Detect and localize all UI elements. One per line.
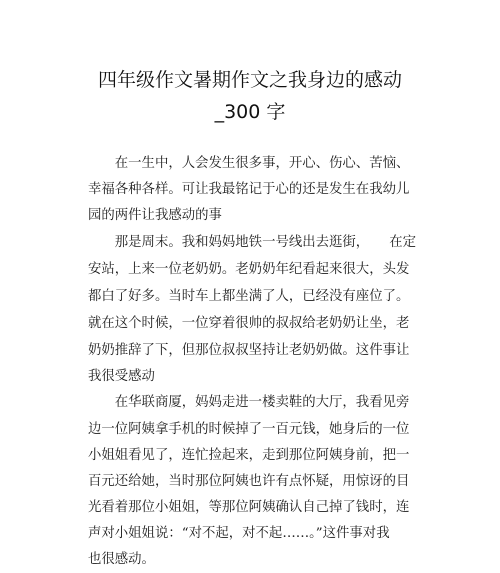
- body-line-10: 在华联商厦，妈妈走进一楼卖鞋的大厅，我看见旁: [88, 395, 410, 410]
- body-line-15: 声对小姐姐说：“对不起，对不起……。”这件事对我: [88, 526, 390, 541]
- body-line-12: 小姐姐看见了，连忙捡起来，走到那位阿姨身前，把一: [88, 448, 410, 463]
- body-line-3: 园的两件让我感动的事: [88, 208, 222, 223]
- body-line-13: 百元还给她，当时那位阿姨也许有点怀疑，用惊讶的目: [88, 474, 410, 489]
- body-line-11: 边一位阿姨拿手机的时候掉了一百元钱，她身后的一位: [88, 422, 410, 437]
- body-line-2: 幸福各种各样。可让我最铭记于心的还是发生在我幼儿: [88, 182, 410, 197]
- body-line-8: 奶奶推辞了下，但那位叔叔坚持让老奶奶做。这件事让: [88, 343, 410, 358]
- document-title-line-1: 四年级作文暑期作文之我身边的感动: [97, 69, 402, 91]
- body-line-16: 也很感动。: [88, 552, 155, 567]
- body-line-4: 那是周末。我和妈妈地铁一号线出去逛街， 在定: [88, 235, 417, 250]
- body-line-9: 我很受感动: [88, 369, 155, 384]
- body-line-7: 就在这个时候，一位穿着很帅的叔叔给老奶奶让坐，老: [88, 316, 410, 331]
- document-title-line-2: _300 字: [214, 101, 286, 123]
- body-line-14: 光看着那位小姐姐，等那位阿姨确认自己掉了钱时，连: [88, 500, 410, 515]
- body-line-5: 安站，上来一位老奶奶。老奶奶年纪看起来很大，头发: [88, 262, 410, 277]
- body-line-6: 都白了好多。当时车上都坐满了人，已经没有座位了。: [88, 289, 410, 304]
- body-line-1: 在一生中，人会发生很多事，开心、伤心、苦恼、: [88, 156, 410, 171]
